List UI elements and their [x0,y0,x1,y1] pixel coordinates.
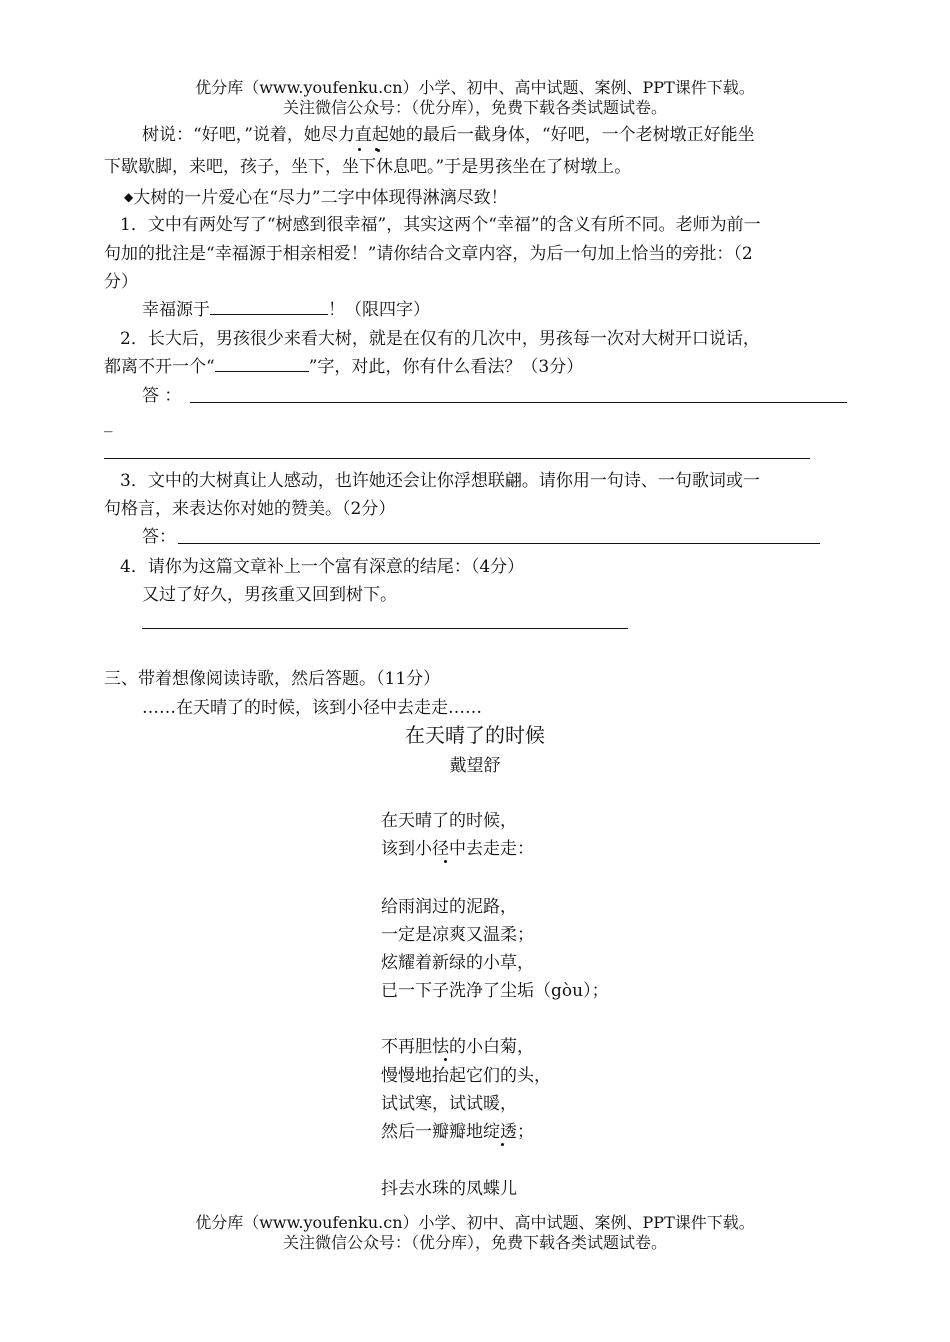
q3-line-1: 3．文中的大树真让人感动，也许她还会让你浮想联翩。请你用一句诗、一句歌词或一 [120,471,760,491]
q3-line-2: 句格言，来表达你对她的赞美。（2分） [104,499,396,519]
q2-answer-line[interactable] [104,458,810,459]
comment-text: 大树的一片爱心在“尽力”二字中体现得淋漓尽致！ [133,188,508,208]
poem-line: 给雨润过的泥路， [381,897,517,917]
q1-answer-blank[interactable] [210,299,328,315]
poem-line: 一定是凉爽又温柔； [381,925,534,945]
poem-line: 试试寒，试试暖， [381,1094,517,1114]
poem-line: 在天晴了的时候， [381,811,517,831]
q1-line-3: 分） [104,272,138,292]
q4-line-1: 4．请你为这篇文章补上一个富有深意的结尾：（4分） [120,557,525,577]
q1-fill-prefix: 幸福源于 [142,300,210,320]
q1-line-1: 1．文中有两处写了“树感到很幸福”，其实这两个“幸福”的含义有所不同。老师为前一 [120,215,761,235]
q2-line-2-prefix: 都离不开一个“ [104,357,215,377]
q4-line-2: 又过了好久，男孩重又回到树下。 [142,585,397,605]
q3-answer-label: 答： [142,527,176,547]
poem-intro: ……在天晴了的时候，该到小径中去走走…… [142,698,482,718]
q1-fill-line [142,299,430,321]
poem-line: 慢慢地抬起它们的头， [381,1066,551,1086]
diamond-bullet-icon: ◆ [124,190,134,204]
q3-answer-line[interactable] [178,543,820,544]
emphasis-dot [358,148,361,151]
q2-answer-label: 答 ： [142,386,182,406]
q2-answer-line[interactable] [190,402,847,403]
emphasis-dot [444,1058,447,1061]
poem-author: 戴望舒 [449,756,501,776]
q2-word-blank[interactable] [215,356,309,372]
header-line-2: 关注微信公众号：（优分库），免费下载各类试题试卷。 [282,98,667,117]
section-3-heading: 三、带着想像阅读诗歌，然后答题。（11分） [104,669,441,689]
poem-title: 在天晴了的时候 [405,723,545,747]
passage-line-2: 下歇歇脚，来吧，孩子，坐下，坐下休息吧。”于是男孩坐在了树墩上。 [104,157,632,177]
poem-line: 已一下子洗净了尘垢（gòu）； [381,981,609,1001]
comment-line [124,186,508,209]
poem-line: 然后一瓣瓣地绽透； [381,1122,534,1142]
emphasis-dot [444,860,447,863]
poem-line: 抖去水珠的凤蝶儿 [381,1179,517,1199]
q2-line-2-suffix: ”字，对此，你有什么看法？（3分） [308,357,584,377]
poem-line: 该到小径中去走走： [381,839,534,859]
q2-line-1: 2．长大后，男孩很少来看大树，就是在仅有的几次中，男孩每一次对大树开口说话， [120,329,760,349]
q4-answer-line[interactable] [142,628,628,629]
poem-line: 炫耀着新绿的小草， [381,953,534,973]
q1-line-2: 句加的批注是“幸福源于相亲相爱！”请你结合文章内容，为后一句加上恰当的旁批：（2 [104,244,753,264]
footer-line-2: 关注微信公众号：（优分库），免费下载各类试题试卷。 [282,1233,667,1252]
q1-fill-suffix: ！（限四字） [328,300,430,320]
poem-line: 不再胆怯的小白菊， [381,1037,534,1057]
emphasis-dot [501,1143,504,1146]
header-line-1: 优分库（www.youfenku.cn）小学、初中、高中试题、案例、PPT课件下载。 [195,78,755,97]
q2-answer-dash: _ [104,413,113,433]
emphasis-dot [377,149,380,152]
footer-line-1: 优分库（www.youfenku.cn）小学、初中、高中试题、案例、PPT课件下载。 [195,1213,755,1232]
passage-line-1: 树说：“好吧，”说着，她尽力直起她的最后一截身体，“好吧，一个老树墩正好能坐 [142,125,755,145]
q2-line-2 [104,356,583,378]
